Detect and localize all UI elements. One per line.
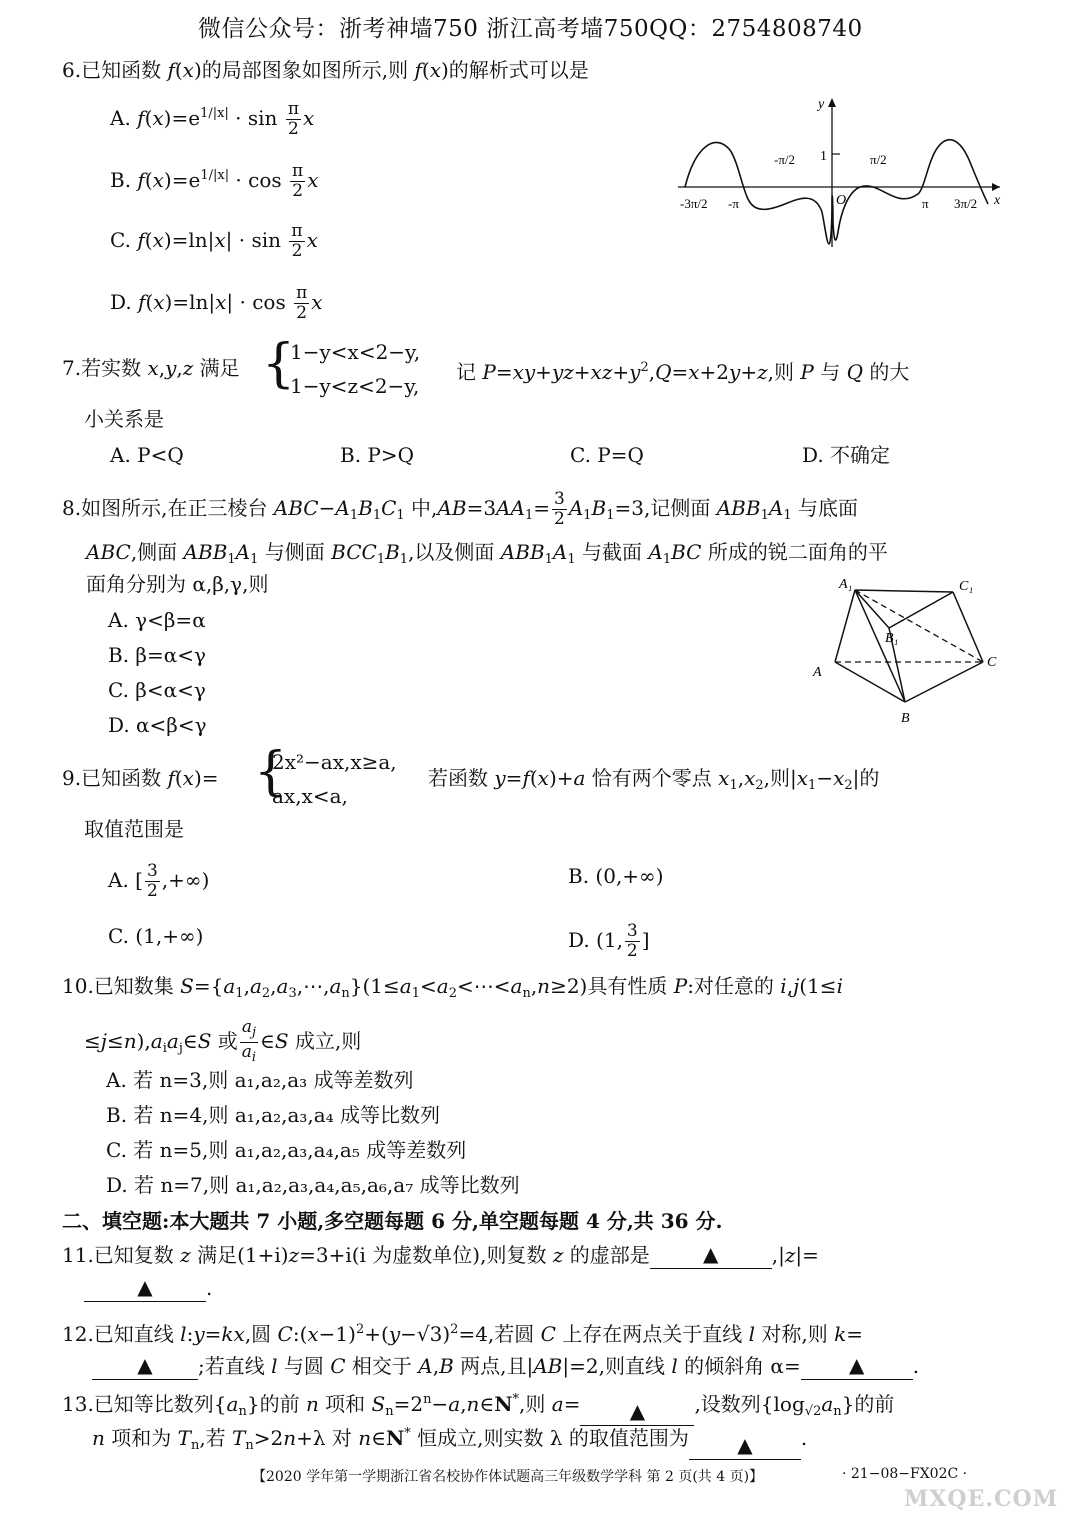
y-one-label: 1 (820, 149, 827, 164)
q7-option-c: C. P=Q (570, 443, 644, 467)
q7-option-a: A. P<Q (110, 443, 184, 467)
q7-option-d: D. 不确定 (802, 443, 891, 467)
q9-stem-b: 若函数 y=f(x)+a 恰有两个零点 $x_1,x_2$,则$|x_1-x_2|$的 (428, 766, 880, 793)
tick-label-neg-3pi-2: -3π/2 (680, 196, 708, 211)
tick-label-pi-2: π/2 (870, 152, 887, 167)
label-a: A (813, 665, 822, 680)
origin-label: O (836, 193, 847, 208)
edge-aa1 (835, 590, 855, 662)
q12-answer-blank-2[interactable]: ▲ (801, 1353, 913, 1380)
q10-option-a: A. 若 n=3,则 a₁,a₂,a₃ 成等差数列 (106, 1068, 414, 1092)
function-curve (685, 140, 988, 244)
label-c: C (987, 655, 997, 670)
q11-answer-blank-2[interactable]: ▲ (84, 1275, 206, 1302)
label-b: B (901, 711, 910, 726)
edge-bc (905, 662, 983, 702)
edge-a1c1 (855, 590, 953, 592)
q9-brace: { (254, 742, 288, 802)
q7-case-2: 1−y<z<2−y, (290, 374, 420, 398)
q7-option-b: B. P>Q (340, 443, 415, 467)
q8-option-a: A. γ<β=α (108, 608, 206, 632)
edge-a1c-hidden (855, 590, 983, 662)
edge-cc1 (953, 592, 983, 662)
q13-line-2: n 项和为 $T_n$,若 $T_n>2n+\lambda$ 对 n∈N* 恒成立,则实数 λ 的取值范围为 ▲ . (92, 1420, 807, 1460)
q9-option-b: B. (0,+∞) (568, 864, 664, 888)
q8-line-3: 面角分别为 α,β,γ,则 (86, 572, 269, 596)
footer-exam-info: 【2020 学年第一学期浙江省名校协作体试题高三年级数学学科 第 2 页(共 4 页)】 (252, 1469, 764, 1485)
q10-option-b: B. 若 n=4,则 a₁,a₂,a₃,a₄ 成等比数列 (106, 1103, 441, 1127)
q7-case-1: 1−y<x<2−y, (290, 340, 421, 364)
q8-frustum-figure (805, 570, 1015, 730)
q13-line-1: 13.已知等比数列$\{a_n\}$的前 n 项和 $S_n=2^n-a,n\in N^*$,则 a= ▲ ,设数列$\{\log_{√2}a_n\}$的前 (62, 1386, 894, 1426)
q10-option-c: C. 若 n=5,则 a₁,a₂,a₃,a₄,a₅ 成等差数列 (106, 1138, 467, 1162)
tick-label-pi: π (922, 196, 929, 211)
q8-line-2: ABC,侧面 $ABB_1A_1$ 与侧面 $BCC_1B_1$,以及侧面 $ABB_1A_1$ 与截面 $A_1BC$ 所成的锐二面角的平 (86, 540, 888, 567)
q12-line-2: ▲ ;若直线 l 与圆 C 相交于 A,B 两点,且|AB|=2,则直线 l 的倾斜角 α= ▲ . (92, 1352, 919, 1380)
footer-code: · 21−08−FX02C · (842, 1466, 968, 1482)
q9-case-1: 2x²−ax,x≥a, (272, 750, 397, 774)
q6-stem: 6.已知函数 f(x)的局部图象如图所示,则 f(x)的解析式可以是 (62, 58, 589, 82)
q12-answer-blank-1[interactable]: ▲ (92, 1353, 198, 1380)
q9-case-2: ax,x<a, (272, 784, 348, 808)
q11-answer-blank-1[interactable]: ▲ (650, 1242, 772, 1269)
label-a1: A₁ (839, 577, 853, 592)
q6-option-c: C. f(x)=ln|x| · sin $\frac{\pi}{2}$ x (110, 221, 318, 261)
edge-a1b1 (855, 590, 889, 628)
q7-stem-c: 小关系是 (84, 407, 164, 431)
edge-b1c1 (889, 592, 953, 628)
q13-answer-blank-2[interactable]: ▲ (689, 1433, 801, 1460)
q7-stem-b: 记 $P=xy+yz+xz+y^2,Q=x+2y+z$,则 P 与 Q 的大 (456, 360, 910, 384)
q7-stem-start: 7.若实数 x,y,z 满足 (62, 356, 240, 380)
tick-label-3pi-2: 3π/2 (954, 196, 978, 211)
q9-option-d: D. (1, $\frac{3}{2}$ ] (568, 921, 650, 961)
q10-option-d: D. 若 n=7,则 a₁,a₂,a₃,a₄,a₅,a₆,a₇ 成等比数列 (106, 1173, 520, 1197)
q9-option-c: C. (1,+∞) (108, 924, 204, 948)
q9-stem-start: 9.已知函数 f(x)= (62, 766, 219, 790)
x-axis-arrow-icon (992, 183, 1000, 191)
q8-option-b: B. β=α<γ (108, 643, 206, 667)
q6-option-d: D. f(x)=ln|x| · cos $\frac{\pi}{2}$ x (110, 283, 323, 323)
tick-label-neg-pi-2: -π/2 (774, 152, 796, 167)
q9-option-a: A. [ $\frac{3}{2}$ ,+∞) (108, 861, 210, 901)
q10-line-1: 10.已知数集 $S=\{a_1,a_2,a_3,\cdots,a_n\}(1\le a_1<a_2<\cdots<a_n,n\ge 2)$具有性质 P:对任意的 i,j(1≤i (62, 974, 843, 1001)
q7-brace: { (262, 334, 296, 394)
q13-answer-blank-1[interactable]: ▲ (580, 1399, 694, 1426)
page-header: 微信公众号：浙考神墙750 浙江高考墙750QQ：2754808740 (198, 16, 863, 42)
q8-option-c: C. β<α<γ (108, 678, 206, 702)
q6-option-a: A. $f(x)=e^{1/|x|} \cdot \sin$ $\frac{\pi}{2}$ x (110, 99, 315, 139)
y-axis-arrow-icon (828, 98, 836, 107)
edge-ab (835, 662, 905, 702)
q6-function-graph (670, 92, 1010, 252)
q9-stem-c: 取值范围是 (84, 817, 184, 841)
q11-line-1: 11.已知复数 z 满足(1+i)z=3+i(i 为虚数单位),则复数 z 的虚部是 ▲ ,|z|= (62, 1242, 819, 1267)
label-b1: B₁ (885, 631, 899, 646)
q10-line-2: $\le j\le n),a_ia_j\in S$ 或 $\frac{a_j}{a_i}$ ∈S 成立,则 (84, 1017, 362, 1065)
tick-label-neg-pi: -π (728, 196, 739, 211)
q6-option-b: B. $f(x)=e^{1/|x|} \cdot \cos$ $\frac{\pi}{2}$ x (110, 161, 319, 201)
q12-line-1: 12.已知直线 l:y=kx,圆 $C:(x-1)^2+(y-√3)^2=4$,若圆 C 上存在两点关于直线 l 对称,则 k= (62, 1322, 864, 1346)
q11-line-2: ▲ . (84, 1274, 212, 1302)
q8-line-1: 8.如图所示,在正三棱台 $ABC-A_1B_1C_1$ 中$,AB=3AA_1=$ $\frac{3}{2}$ $A_1B_1=3$,记侧面 $ABB_1A_1$ 与底面 (62, 489, 858, 529)
watermark-logo: MXQE.COM (904, 1486, 1059, 1512)
edge-a1b (855, 590, 905, 702)
q8-option-d: D. α<β<γ (108, 713, 207, 737)
x-axis-label: x (994, 193, 1001, 208)
section-2-title: 二、填空题:本大题共 7 小题,多空题每题 6 分,单空题每题 4 分,共 36 分. (62, 1209, 723, 1233)
label-c1: C₁ (959, 579, 974, 594)
y-axis-label: y (818, 97, 825, 112)
